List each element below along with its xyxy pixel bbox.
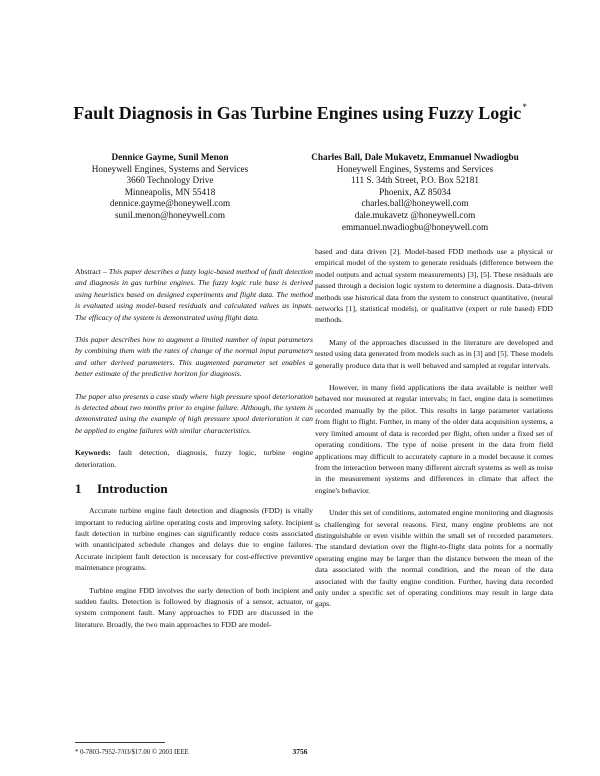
author-address-line: Minneapolis, MN 55418 — [124, 186, 216, 197]
section-heading — [75, 481, 313, 497]
author-names: Dennice Gayme, Sunil Menon — [111, 152, 229, 162]
author-block-right — [280, 152, 550, 233]
body-paragraph: However, in many field applications the data available is neither well behaved nor measured at regular intervals; in fact, engine data is sometimes recorded manually by the pilot. This results in large parameter variations from flight to flight. Further, in many of the older data acquisition systems, a very limited amount of data is recorded per flight, often under a fixed set of operating conditions. The type of noise present in the data from field applications may difficult to accurately capture in a model because it comes from the interaction between many different aircraft systems as well as noise in the measurement systems and differences in climate that affect the engine's behavior. — [315, 383, 553, 495]
body-paragraph: Many of the approaches discussed in the literature are developed and tested using data generated from models such as in [3] and [5]. These models generally produce data that is well behaved and sampled at regular intervals. — [315, 337, 553, 370]
footnote-text: * 0-7803-7952-7/03/$17.00 © 2003 IEEE — [75, 749, 189, 756]
author-organization: Honeywell Engines, Systems and Services — [91, 163, 249, 174]
author-address-line: 3660 Technology Drive — [126, 175, 214, 186]
author-email: dennice.gayme@honeywell.com — [109, 198, 231, 209]
body-paragraph: Accurate turbine engine fault detection and diagnosis (FDD) is vitally important to reducing airline operating costs and improving safety. Incipient fault detection in turbine engines can significantly reduce costs associated with unanticipated schedule changes and delays due to engine failures. Accurate incipient fault detection is necessary for cost-effective preventive maintenance programs. — [75, 506, 313, 573]
abstract-paragraph: The paper also presents a case study where high pressure spool deterioration is detected about two months prior to engine failure. Although, the system is demonstrated using the example of high pressure spool deterioration it can be applied to engine failures with similar characteristics. — [75, 391, 313, 435]
body-paragraph: Turbine engine FDD involves the early detection of both incipient and sudden faults. Detection is followed by diagnosis of a sensor, actuator, or system component fault. Many approaches to FDD are discussed in the literature. Broadly, the two main approaches to FDD are model- — [75, 585, 313, 629]
page-number: 3756 — [292, 747, 308, 756]
abstract-paragraph: This paper describes how to augment a limited number of input parameters by combining them with the rates of change of the normal input parameters and other derived parameters. This augmented parameter set enables a better estimate of the predictive horizon for diagnosis. — [75, 335, 313, 379]
abstract-lead: Abstract – — [75, 267, 109, 276]
abstract-text: This paper describes a fuzzy logic-based method of fault detection and diagnosis in gas turbine engines. The fuzzy logic rule base is derived using heuristics based on designed experiments and flight data. The method is evaluated using model-based residuals and calculated values as inputs. The efficacy of the system is demonstrated using flight data. — [75, 267, 313, 322]
author-email: sunil.menon@honeywell.com — [114, 209, 226, 220]
paper-title — [60, 95, 540, 126]
author-organization: Honeywell Engines, Systems and Services — [336, 163, 494, 174]
title-footnote-mark: * — [522, 102, 527, 112]
section-title: Introduction — [97, 481, 168, 497]
right-column — [315, 246, 553, 621]
author-address-line: Phoenix, AZ 85034 — [379, 186, 451, 197]
body-paragraph: Under this set of conditions, automated engine monitoring and diagnosis is challenging for several reasons. First, many engine problems are not distinguishable or even visible within the small set of recorded parameters. The standard deviation over the flight-to-flight data points for a normally operating engine may be larger than the distance between the mean of the data associated with the normal condition, and the mean of the data associated with the faulty engine condition. Further, having data recorded only under a specific set of operating conditions may result in large data gaps. — [315, 508, 553, 609]
author-names: Charles Ball, Dale Mukavetz, Emmanuel Nwadiogbu — [311, 152, 519, 162]
author-email: emmanuel.nwadiogbu@honeywell.com — [341, 221, 489, 232]
keywords-label: Keywords: — [75, 448, 111, 458]
author-email: charles.ball@honeywell.com — [361, 198, 469, 209]
paper-title-text: Fault Diagnosis in Gas Turbine Engines using Fuzzy Logic — [73, 103, 522, 123]
author-address-line: 111 S. 34th Street, P.O. Box 52181 — [351, 175, 479, 186]
abstract-paragraph — [75, 266, 313, 323]
author-email: dale.mukavetz @honeywell.com — [354, 209, 476, 220]
section-number: 1 — [75, 481, 82, 497]
left-column — [75, 266, 313, 641]
footnote-divider — [75, 742, 165, 743]
body-paragraph: based and data driven [2]. Model-based FDD methods use a physical or empirical model of the system to generate residuals (difference between the model outputs and actual system measurements) [3], [5]. These residuals are passed through a decision logic system to determine a diagnosis. Data-driven methods use historical data from the system to construct quantitative, (neural networks [1], statistical models), or qualitative (expert or rule based) FDD methods. — [315, 247, 553, 325]
keywords-text: fault detection, diagnosis, fuzzy logic, turbine engine deterioration. — [75, 448, 313, 469]
keywords — [75, 447, 313, 470]
copyright-footnote — [75, 748, 315, 757]
author-block-left — [60, 152, 280, 222]
